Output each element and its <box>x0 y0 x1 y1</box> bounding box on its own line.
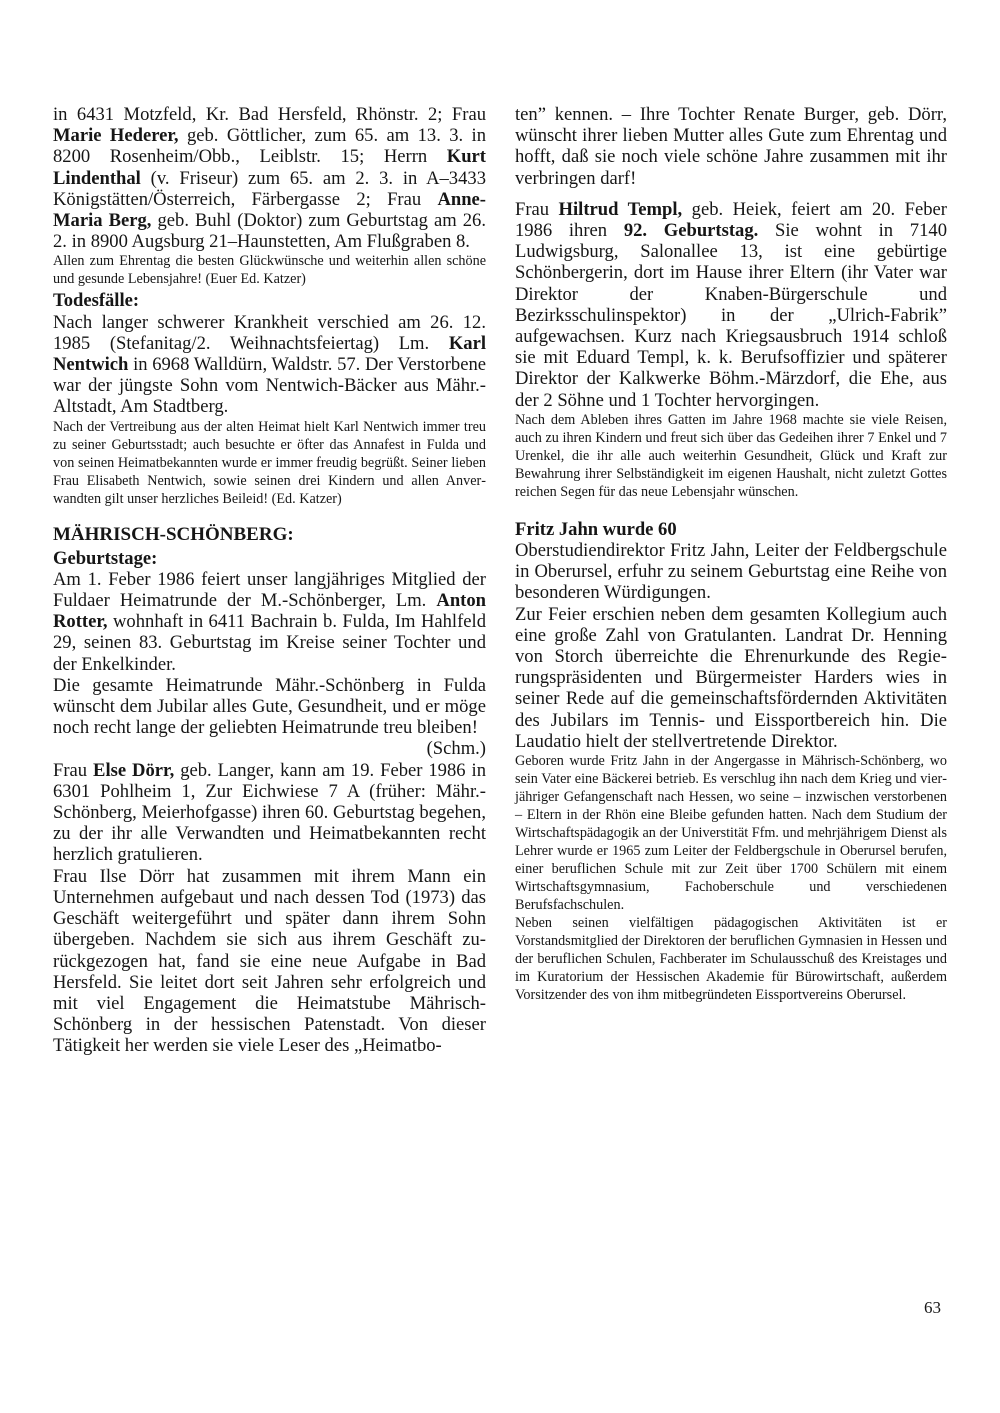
jahn-intro-paragraph: Oberstudiendirektor Fritz Jahn, Leiter der Feldbergschule in Oberursel, erfuhr zu seinem Geburtstag eine Reihe von besonderen Würdigungen. <box>515 540 947 604</box>
name-else-doerr: Else Dörr, <box>93 759 175 781</box>
text-run: Sie wohnt in 7140 Ludwigsburg, Salonallee 13, ist eine gebürtige Schönbergerin, dort im Hause ihrer Eltern (ihr Vater war Direktor der Knaben-Bürgerschule und Bezirksschulinspektor) in der „Ulrich-Fabrik” aufgewachsen. Kurz nach Kriegsausbruch 1914 schloß sie mit Eduard Templ, k. k. Berufsoffizier und späterer Direktor der Kalkwerke Böhm.-Märzdorf, die Ehe, aus der 2 Söhne und 1 Tochter hervorgingen. <box>515 220 947 411</box>
name-karl-nentwich: Karl Nentwich <box>53 332 486 376</box>
text-run: (v. Friseur) zum 65. am 2. 3. in A–3433 Königstätten/Österreich, Färbergasse 2; Frau <box>53 167 486 210</box>
birthday-number: 92. Geburtstag. <box>623 220 759 242</box>
page-number: 63 <box>924 1298 941 1317</box>
left-column <box>53 104 486 1057</box>
jahn-activities-paragraph: Neben seinen vielfältigen pädagogischen Aktivitäten ist er Vorstandsmitglied der Direktoren der beruflichen Gymnasien in Hessen und der beruflichen Schulen, Fachberater im Schulausschuß des Kreistages und im Kuratorium der Hessischen Akademie für Bürowirtschaft, außerdem Vorsitzender des von ihm mitbegründeten Eissportvereins Oberursel. <box>515 915 947 1004</box>
doerr-continuation-paragraph: ten” kennen. – Ihre Tochter Renate Burger, geb. Dörr, wünscht ihrer lieben Mutter alles Gute zum Ehrentag und hofft, daß sie noch viele schöne Jahre zusammen mit ihr verbringen darf! <box>515 104 947 189</box>
name-anton-rotter: Anton Rotter, <box>53 590 486 633</box>
section-heading-maehrisch-schoenberg: MÄHRISCH-SCHÖNBERG: <box>53 523 294 545</box>
heimatrunde-wishes-paragraph: Die gesamte Heimatrunde Mähr.-Schönberg in Fulda wünscht dem Jubilar alles Gute, Gesundheit, und er möge noch recht lange der geliebten Heimatrunde treu bleiben! <box>53 674 486 739</box>
todesfaelle-heading: Todesfälle: <box>53 290 140 312</box>
doerr-biography-paragraph: Frau Ilse Dörr hat zusammen mit ihrem Mann ein Unternehmen aufgebaut und nach dessen Tod (1973) das Geschäft weitergeführt und später dann ihrem Sohn übergeben. Nachdem sie sich aus ihrem Geschäft zurückgezogen hat, fand sie eine neue Aufgabe in Bad Hersfeld. Sie leitet dort seit Jahren sehr erfolgreich und mit viel Engagement die Heimatstube Mährisch-Schönberg in der hessischen Patenstadt. Von dieser Tätigkeit her werden sie viele Leser des „Heimatbo- <box>53 865 486 1057</box>
jahn-biography-paragraph: Geboren wurde Fritz Jahn in der Angergasse in Mährisch-Schönberg, wo sein Vater eine Bäckerei betrieb. Es verschlug ihn nach dem Krieg und vierjähriger Gefangenschaft nach Hessen, wo seine – inzwischen verstorbenen – Eltern in der Rhön eine Bleibe gefunden hatten. Nach dem Studium der Wirtschaftspädagogik an der Universtität Ffm. und mehrjährigem Dienst als Lehrer wurde er 1965 zum Leiter der Feldbergschule in Oberursel berufen, einer beruflichen Schule mit zur Zeit über 1700 Schülern mit einem Wirtschaftsgymnasium, Fachoberschule und verschiedenen Berufsfachschulen. <box>515 753 947 914</box>
doerr-birthday-paragraph <box>53 760 486 866</box>
text-run: geb. Göttlicher, zum 65. am 13. 3. in 8200 Rosenheim/Obb., Leiblstr. 15; Herrn <box>53 125 487 168</box>
text-run: wohnhaft in 6411 Bachrain b. Fulda, Im Hahlfeld 29, seinen 83. Geburtstag im Kreise seiner Tochter und der Enkelkinder. <box>53 611 486 675</box>
jahn-heading: Fritz Jahn wurde 60 <box>515 518 677 540</box>
text-run: Nach langer schwerer Krankheit verschied am 26. 12. 1985 (Stefanitag/2. Weihnachtsfeiertag) Lm. <box>53 311 486 354</box>
text-run: geb. Langer, kann am 19. Feber 1986 in 6301 Pohlheim 1, Zur Eichwiese 7 A (früher: Mähr.-Schönberg, Meierhofgasse) ihren 60. Geburtstag begehen, zu der ihr alle Verwandten und Heimatbekannten recht herzlich gratulieren. <box>53 759 486 866</box>
text-run: Frau <box>515 198 559 220</box>
birthday-list-paragraph <box>53 104 486 252</box>
text-run: geb. Heiek, feiert am 20. Feber 1986 ihren <box>515 198 947 242</box>
obituary-paragraph <box>53 312 486 418</box>
templ-birthday-paragraph <box>515 199 947 411</box>
text-run: in 6431 Motzfeld, Kr. Bad Hersfeld, Rhönstr. 2; Frau <box>53 104 486 125</box>
name-kurt-lindenthal: Kurt Lindenthal <box>53 146 486 189</box>
jahn-celebration-paragraph: Zur Feier erschien neben dem gesamten Kollegium auch eine große Zahl von Gratulanten. Landrat Dr. Henning von Storch überreichte die Ehrenurkunde des Regierungspräsidenten und Bürgermeister Harders wies in seiner Rede auf die gemeinschaftsfördernden Aktivitäten des Jubilars im Tennis- und Eissportbereich hin. Die Laudatio hielt der stellvertretende Direktor. <box>515 603 947 752</box>
text-run: Am 1. Feber 1986 feiert unser langjähriges Mitglied der Fuldaer Heimatrunde der M.-Schönberger, Lm. <box>53 568 486 612</box>
greeting-paragraph: Allen zum Ehrentag die besten Glückwünsche und weiterhin allen schöne und gesunde Lebensjahre! (Euer Ed. Katzer) <box>53 253 486 288</box>
name-hiltrud-templ: Hiltrud Templ, <box>558 198 683 220</box>
name-marie-hederer: Marie Hederer, <box>53 125 179 147</box>
geburtstage-heading: Geburtstage: <box>53 547 158 569</box>
text-run: geb. Buhl (Doktor) zum Geburtstag am 26. 2. in 8900 Augsburg 21–Haunstetten, Am Flußgraben 8. <box>53 210 486 253</box>
text-run: in 6968 Walldürn, Waldstr. 57. Der Verstorbene war der jüngste Sohn vom Nentwich-Bäcker aus Mähr.-Altstadt, Am Stadtberg. <box>53 354 486 418</box>
obituary-detail-paragraph: Nach der Vertreibung aus der alten Heimat hielt Karl Nentwich immer treu zu seiner Geburtsstadt; auch besuchte er öfter das Annafest in Fulda und von seinen Heimatbekannten wurde er immer freudig begrüßt. Seiner lieben Frau Elisabeth Nentwich, sowie seinen drei Kindern und allen Anverwandten gilt unser herzliches Beileid! (Ed. Katzer) <box>53 418 486 507</box>
signature-schm: (Schm.) <box>426 738 486 760</box>
right-column <box>515 104 947 1004</box>
templ-detail-paragraph: Nach dem Ableben ihres Gatten im Jahre 1968 machte sie viele Reisen, auch zu ihren Kindern und freut sich über das Gedeihen ihrer 7 Enkel und 7 Urenkel, die ihr alle auch weiterhin Gesundheit, Glück und Kraft zur Bewahrung ihrer Selbständigkeit im eigenen Haushalt, nicht zuletzt Gottes reichen Segen für das neue Lebensjahr wünschen. <box>515 411 947 500</box>
rotter-birthday-paragraph <box>53 569 486 675</box>
name-anne-maria-berg: Anne-Maria Berg, <box>53 188 486 232</box>
text-run: Frau <box>53 759 94 781</box>
